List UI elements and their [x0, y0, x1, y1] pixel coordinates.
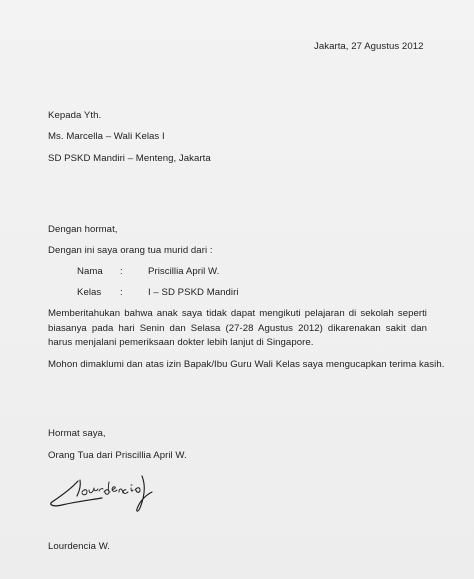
recipient-name: Ms. Marcella – Wali Kelas I	[48, 131, 165, 142]
handwritten-signature	[40, 468, 160, 516]
signer-name: Lourdencia W.	[48, 541, 110, 552]
colon-separator: :	[120, 266, 123, 277]
body-paragraph: Memberitahukan bahwa anak saya tidak dapat mengikuti pelajaran di sekolah seperti biasanya pada hari Senin dan Selasa (27-28 Agustus 2012) dikarenakan sakit dan harus menjalani pemeriksaan dokter lebih lanjut di Singapore.	[48, 308, 427, 348]
signer-role: Orang Tua dari Priscillia April W.	[48, 450, 187, 461]
closing-greeting: Hormat saya,	[48, 428, 106, 439]
closing-request: Mohon dimaklumi dan atas izin Bapak/Ibu Guru Wali Kelas saya mengucapkan terima kasih.	[48, 359, 445, 370]
student-name-value: Priscillia April W.	[148, 266, 220, 277]
greeting: Dengan hormat,	[48, 224, 118, 235]
student-class-value: I – SD PSKD Mandiri	[148, 287, 239, 298]
student-class-label: Kelas	[77, 287, 102, 298]
intro-line: Dengan ini saya orang tua murid dari :	[48, 245, 213, 256]
student-name-label: Nama	[77, 266, 103, 277]
colon-separator: :	[120, 287, 123, 298]
recipient-salutation: Kepada Yth.	[48, 110, 102, 121]
recipient-address: SD PSKD Mandiri – Menteng, Jakarta	[48, 153, 211, 164]
letter-date: Jakarta, 27 Agustus 2012	[314, 41, 424, 52]
